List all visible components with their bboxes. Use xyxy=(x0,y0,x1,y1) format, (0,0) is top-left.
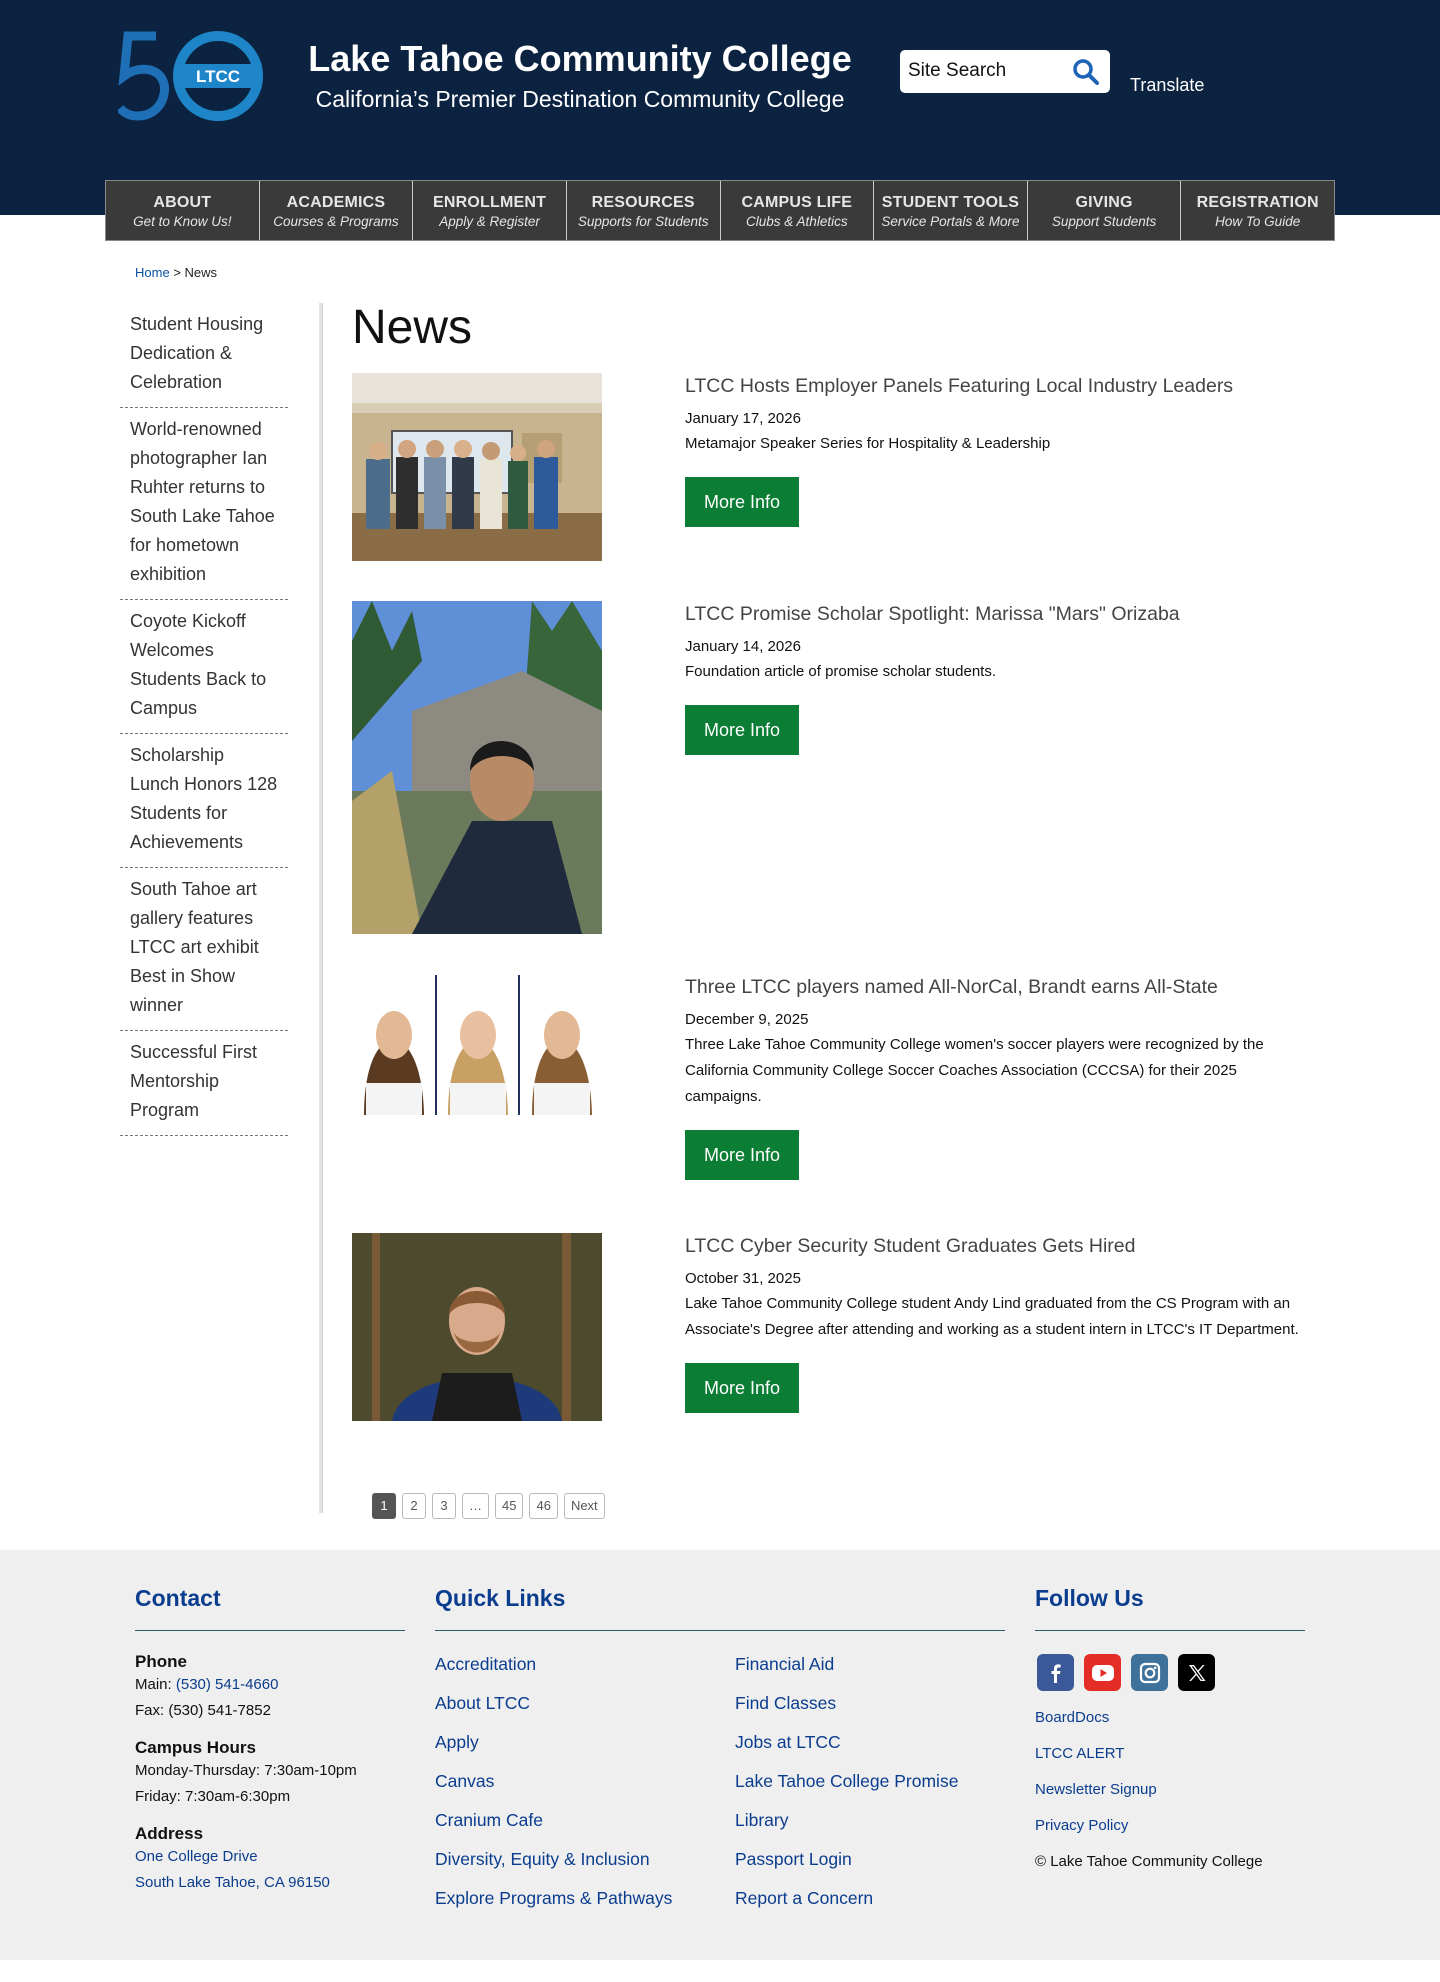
quick-links-col-1 xyxy=(435,1650,672,1923)
news-image-soccer-players[interactable] xyxy=(352,975,602,1115)
news-image-employer-panel[interactable] xyxy=(352,373,602,561)
contact-block xyxy=(135,1638,395,1896)
facebook-icon[interactable] xyxy=(1037,1654,1074,1691)
nav-giving[interactable] xyxy=(1028,181,1182,240)
news-description: Lake Tahoe Community College student Andy Lind graduated from the CS Program with an Associate's Degree after attending and working as a student intern in LTCC's IT Department. xyxy=(685,1295,1299,1338)
news-date: December 9, 2025 xyxy=(685,1011,809,1028)
contact-heading: Contact xyxy=(135,1585,405,1631)
nav-registration[interactable] xyxy=(1181,181,1334,240)
nav-resources[interactable] xyxy=(567,181,721,240)
hours-label: Campus Hours xyxy=(135,1738,256,1757)
page-2-button[interactable]: 2 xyxy=(402,1493,426,1519)
address-label: Address xyxy=(135,1824,204,1843)
news-title[interactable]: LTCC Cyber Security Student Graduates Gets Hired xyxy=(685,1235,1136,1257)
translate-link[interactable]: Translate xyxy=(1130,75,1205,95)
more-info-button[interactable]: More Info xyxy=(685,477,799,527)
news-image-cyber-graduate[interactable] xyxy=(352,1233,602,1421)
news-title[interactable]: Three LTCC players named All-NorCal, Brandt earns All-State xyxy=(685,976,1218,998)
nav-title: REGISTRATION xyxy=(1196,194,1319,211)
news-image-promise-scholar[interactable] xyxy=(352,601,602,934)
quick-link[interactable]: Diversity, Equity & Inclusion xyxy=(435,1849,650,1869)
nav-student-tools[interactable] xyxy=(874,181,1028,240)
site-search xyxy=(900,50,1110,93)
nav-title: ACADEMICS xyxy=(286,194,386,211)
main-phone-prefix: Main: xyxy=(135,1676,172,1693)
ltcc-alert-link[interactable]: LTCC ALERT xyxy=(1035,1745,1125,1762)
follow-links xyxy=(1035,1705,1263,1885)
quick-link[interactable]: Accreditation xyxy=(435,1654,537,1674)
news-title[interactable]: LTCC Hosts Employer Panels Featuring Local Industry Leaders xyxy=(685,375,1234,397)
nav-subtitle: Clubs & Athletics xyxy=(746,214,848,229)
news-item xyxy=(685,976,1315,1180)
youtube-icon[interactable] xyxy=(1084,1654,1121,1691)
news-sidebar xyxy=(120,303,288,1136)
news-date: October 31, 2025 xyxy=(685,1270,801,1287)
hours-weekday: Monday-Thursday: 7:30am-10pm xyxy=(135,1762,357,1779)
breadcrumb-home[interactable]: Home xyxy=(135,265,170,280)
sidebar-item[interactable]: Student Housing Dedication & Celebration xyxy=(120,303,288,408)
nav-title: RESOURCES xyxy=(591,194,695,211)
quick-links-heading: Quick Links xyxy=(435,1585,1005,1631)
main-phone-link[interactable]: (530) 541-4660 xyxy=(175,1676,279,1693)
x-icon[interactable] xyxy=(1178,1654,1215,1691)
address-link-2[interactable]: South Lake Tahoe, CA 96150 xyxy=(135,1874,330,1891)
sidebar-item[interactable]: Coyote Kickoff Welcomes Students Back to Campus xyxy=(120,600,288,734)
page-46-button[interactable]: 46 xyxy=(529,1493,557,1519)
nav-title: CAMPUS LIFE xyxy=(741,194,853,211)
hours-friday: Friday: 7:30am-6:30pm xyxy=(135,1788,291,1805)
quick-link[interactable]: Lake Tahoe College Promise xyxy=(735,1771,959,1791)
boarddocs-link[interactable]: BoardDocs xyxy=(1035,1709,1110,1726)
breadcrumb xyxy=(135,265,217,280)
sidebar-item[interactable]: Scholarship Lunch Honors 128 Students for Achievements xyxy=(120,734,288,868)
quick-link[interactable]: Library xyxy=(735,1810,789,1830)
nav-subtitle: Get to Know Us! xyxy=(133,214,232,229)
quick-link[interactable]: Cranium Cafe xyxy=(435,1810,543,1830)
sidebar-divider xyxy=(319,303,323,1513)
privacy-policy-link[interactable]: Privacy Policy xyxy=(1035,1817,1129,1834)
page-1-button[interactable]: 1 xyxy=(372,1493,396,1519)
search-icon[interactable] xyxy=(1072,58,1100,86)
nav-title: ENROLLMENT xyxy=(433,194,547,211)
nav-subtitle: How To Guide xyxy=(1215,214,1301,229)
quick-link[interactable]: Apply xyxy=(435,1732,479,1752)
more-info-button[interactable]: More Info xyxy=(685,1363,799,1413)
quick-link[interactable]: Passport Login xyxy=(735,1849,852,1869)
sidebar-item[interactable]: World-renowned photographer Ian Ruhter returns to South Lake Tahoe for hometown exhibition xyxy=(120,408,288,600)
more-info-button[interactable]: More Info xyxy=(685,705,799,755)
pagination xyxy=(372,1493,605,1519)
more-info-button[interactable]: More Info xyxy=(685,1130,799,1180)
instagram-icon[interactable] xyxy=(1131,1654,1168,1691)
fax-line: Fax: (530) 541-7852 xyxy=(135,1702,271,1719)
nav-enrollment[interactable] xyxy=(413,181,567,240)
search-input[interactable] xyxy=(908,58,1068,84)
nav-subtitle: Apply & Register xyxy=(439,214,540,229)
sidebar-item[interactable]: Successful First Mentorship Program xyxy=(120,1031,288,1136)
news-item xyxy=(685,375,1315,527)
newsletter-signup-link[interactable]: Newsletter Signup xyxy=(1035,1781,1157,1798)
nav-subtitle: Service Portals & More xyxy=(881,214,1020,229)
page-3-button[interactable]: 3 xyxy=(432,1493,456,1519)
nav-academics[interactable] xyxy=(260,181,414,240)
site-tagline: California’s Premier Destination Community College xyxy=(315,86,845,112)
quick-link[interactable]: Jobs at LTCC xyxy=(735,1732,841,1752)
ltcc-50-logo[interactable] xyxy=(118,30,264,122)
social-icons xyxy=(1037,1654,1215,1691)
nav-subtitle: Courses & Programs xyxy=(273,214,399,229)
news-date: January 14, 2026 xyxy=(685,638,801,655)
nav-title: GIVING xyxy=(1075,194,1133,211)
news-description: Metamajor Speaker Series for Hospitality & Leadership xyxy=(685,435,1051,452)
breadcrumb-current: News xyxy=(184,265,218,280)
quick-links-col-2 xyxy=(735,1650,958,1923)
news-title[interactable]: LTCC Promise Scholar Spotlight: Marissa "Mars" Orizaba xyxy=(685,603,1180,625)
follow-us-heading: Follow Us xyxy=(1035,1585,1305,1631)
sidebar-item[interactable]: South Tahoe art gallery features LTCC art exhibit Best in Show winner xyxy=(120,868,288,1031)
news-description: Foundation article of promise scholar students. xyxy=(685,663,996,680)
news-description: Three Lake Tahoe Community College women's soccer players were recognized by the California Community College Soccer Coaches Association (CCCSA) for their 2025 campaigns. xyxy=(685,1036,1264,1105)
quick-link[interactable]: Find Classes xyxy=(735,1693,837,1713)
quick-link[interactable]: Financial Aid xyxy=(735,1654,835,1674)
main-nav xyxy=(105,180,1335,241)
site-title[interactable]: Lake Tahoe Community College xyxy=(308,38,852,79)
page-45-button[interactable]: 45 xyxy=(495,1493,523,1519)
nav-about[interactable] xyxy=(106,181,260,240)
address-link-1[interactable]: One College Drive xyxy=(135,1848,258,1865)
address-line-2[interactable] xyxy=(135,1870,395,1896)
logo-text: LTCC xyxy=(195,67,241,86)
main-phone-line xyxy=(135,1672,395,1698)
page-title: News xyxy=(352,301,473,354)
phone-label: Phone xyxy=(135,1652,187,1671)
news-item xyxy=(685,1235,1315,1413)
quick-link[interactable]: Canvas xyxy=(435,1771,495,1791)
nav-campus-life[interactable] xyxy=(721,181,875,240)
news-date: January 17, 2026 xyxy=(685,410,801,427)
address-line-1[interactable] xyxy=(135,1844,395,1870)
breadcrumb-separator: > xyxy=(173,265,181,280)
copyright: © Lake Tahoe Community College xyxy=(1035,1853,1263,1870)
news-item xyxy=(685,603,1315,755)
next-page-button[interactable]: Next xyxy=(564,1493,605,1519)
nav-title: ABOUT xyxy=(153,194,212,211)
nav-title: STUDENT TOOLS xyxy=(881,194,1020,211)
nav-subtitle: Support Students xyxy=(1051,214,1157,229)
quick-link[interactable]: Explore Programs & Pathways xyxy=(435,1888,673,1908)
quick-link[interactable]: About LTCC xyxy=(435,1693,530,1713)
quick-link[interactable]: Report a Concern xyxy=(735,1888,874,1908)
page-ellipsis: … xyxy=(462,1493,489,1519)
nav-subtitle: Supports for Students xyxy=(577,214,709,229)
